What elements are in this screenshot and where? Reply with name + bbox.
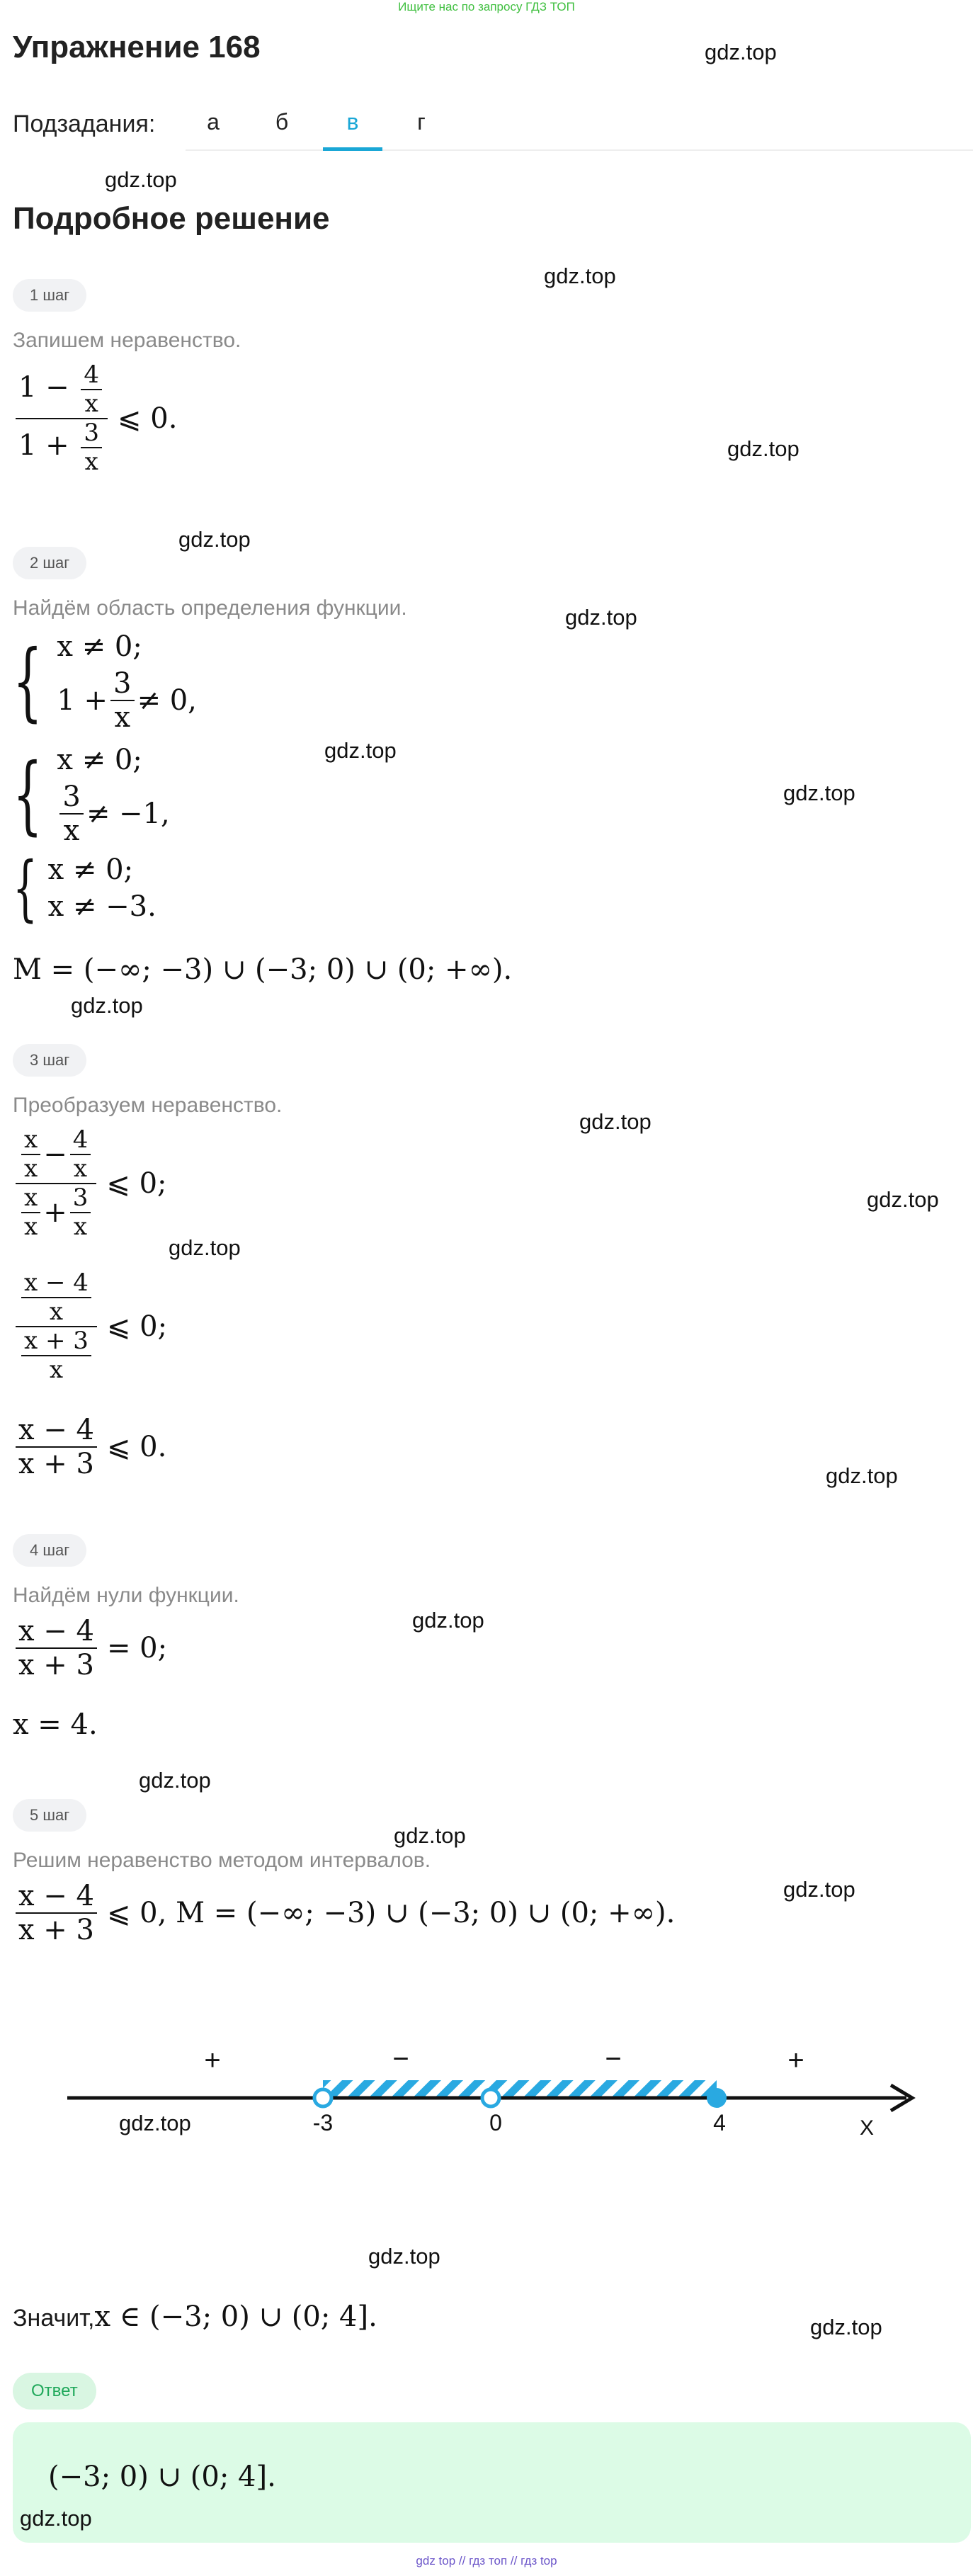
step4-root: x = 4. — [13, 1708, 98, 1741]
step-text: Преобразуем неравенство. — [13, 1094, 283, 1117]
sign-label: − — [392, 2043, 409, 2075]
step-text: Найдём область определения функции. — [13, 596, 407, 620]
sign-label: − — [605, 2043, 622, 2075]
point-closed-4 — [707, 2088, 727, 2108]
watermark: gdz.top — [565, 605, 637, 630]
subtasks-label: Подзадания: — [13, 110, 156, 137]
watermark: gdz.top — [368, 2244, 440, 2269]
step3-line3: $\frac{x - 4}{x + 3}$ ⩽ 0. — [13, 1414, 166, 1480]
step-badge: 3 шаг — [13, 1044, 86, 1077]
domain-system-1: { x ≠ 0; 1 + $\frac{3}{x}$ ≠ 0, — [13, 630, 197, 734]
step4-zeros: $\frac{x - 4}{x + 3}$ = 0; — [13, 1615, 167, 1681]
step-badge: 5 шаг — [13, 1799, 86, 1832]
watermark: gdz.top — [727, 436, 800, 461]
solution-title: Подробное решение — [13, 201, 330, 236]
tab-a[interactable]: а — [207, 109, 220, 135]
sign-label: + — [787, 2045, 804, 2076]
domain-system-3: { x ≠ 0; x ≠ −3. — [13, 846, 157, 929]
watermark: gdz.top — [544, 263, 616, 288]
watermark: gdz.top — [105, 167, 177, 192]
tab-b[interactable]: б — [275, 109, 289, 135]
watermark: gdz.top — [20, 2506, 92, 2531]
answer-badge: Ответ — [13, 2373, 96, 2410]
solution-hatch — [323, 2080, 717, 2099]
watermark: gdz.top — [783, 781, 855, 805]
watermark: gdz.top — [324, 738, 397, 763]
watermark: gdz.top — [394, 1823, 466, 1848]
step1-inequality: 1 − $\frac{4}{x}$ 1 + $\frac{3}{x}$ ⩽ 0. — [13, 361, 177, 476]
watermark: gdz.top — [119, 2111, 191, 2135]
tab-g[interactable]: г — [417, 109, 426, 135]
watermark: gdz.top — [783, 1877, 855, 1902]
answer-value: (−3; 0) ∪ (0; 4]. — [48, 2461, 276, 2493]
point-open-minus3 — [314, 2089, 331, 2106]
step-text: Запишем неравенство. — [13, 329, 241, 352]
step-badge: 1 шаг — [13, 279, 86, 312]
tabs-divider — [186, 149, 973, 151]
watermark: gdz.top — [169, 1235, 241, 1260]
watermark: gdz.top — [826, 1463, 898, 1488]
watermark: gdz.top — [71, 993, 143, 1018]
point-label: 0 — [489, 2110, 502, 2135]
step3-line1: $\frac{x}{x}$ − $\frac{4}{x}$ $\frac{x}{x}$ + $\frac{3}{x}$ ⩽ 0; — [13, 1126, 167, 1241]
domain-system-2: { x ≠ 0; $\frac{3}{x}$ ≠ −1, — [13, 744, 170, 847]
watermark: gdz.top — [810, 2315, 882, 2339]
footer-links[interactable]: gdz top // гдз топ // гдз top — [416, 2554, 557, 2568]
watermark: gdz.top — [139, 1768, 211, 1793]
domain-result: M = (−∞; −3) ∪ (−3; 0) ∪ (0; +∞). — [13, 953, 513, 986]
step-badge: 2 шаг — [13, 547, 86, 579]
step-text: Решим неравенство методом интервалов. — [13, 1849, 431, 1872]
watermark: gdz.top — [867, 1187, 939, 1212]
watermark: gdz.top — [705, 40, 777, 64]
tab-v[interactable]: в — [346, 109, 359, 135]
top-search-link[interactable]: Ищите нас по запросу ГДЗ ТОП — [398, 0, 575, 13]
point-label: 4 — [713, 2110, 726, 2135]
axis-label: X — [859, 2116, 875, 2140]
answer-box — [13, 2422, 971, 2543]
sign-label: + — [204, 2045, 221, 2076]
page-title: Упражнение 168 — [13, 30, 261, 64]
watermark: gdz.top — [178, 527, 251, 552]
step-text: Найдём нули функции. — [13, 1584, 239, 1607]
step3-line2: $\frac{\frac{x - 4}{x}}{\frac{x + 3}{x}}$ ⩽ 0; — [13, 1269, 167, 1384]
point-open-0 — [482, 2089, 499, 2106]
point-label: -3 — [312, 2110, 334, 2135]
step5-inequality: $\frac{x - 4}{x + 3}$ ⩽ 0, M = (−∞; −3) ∪ (−3; 0) ∪ (0; +∞). — [13, 1880, 675, 1946]
step-badge: 4 шаг — [13, 1534, 86, 1567]
watermark: gdz.top — [579, 1109, 651, 1134]
watermark: gdz.top — [412, 1608, 484, 1633]
active-tab-indicator — [323, 147, 382, 151]
conclusion: Значит, x ∈ (−3; 0) ∪ (0; 4]. — [13, 2300, 377, 2333]
